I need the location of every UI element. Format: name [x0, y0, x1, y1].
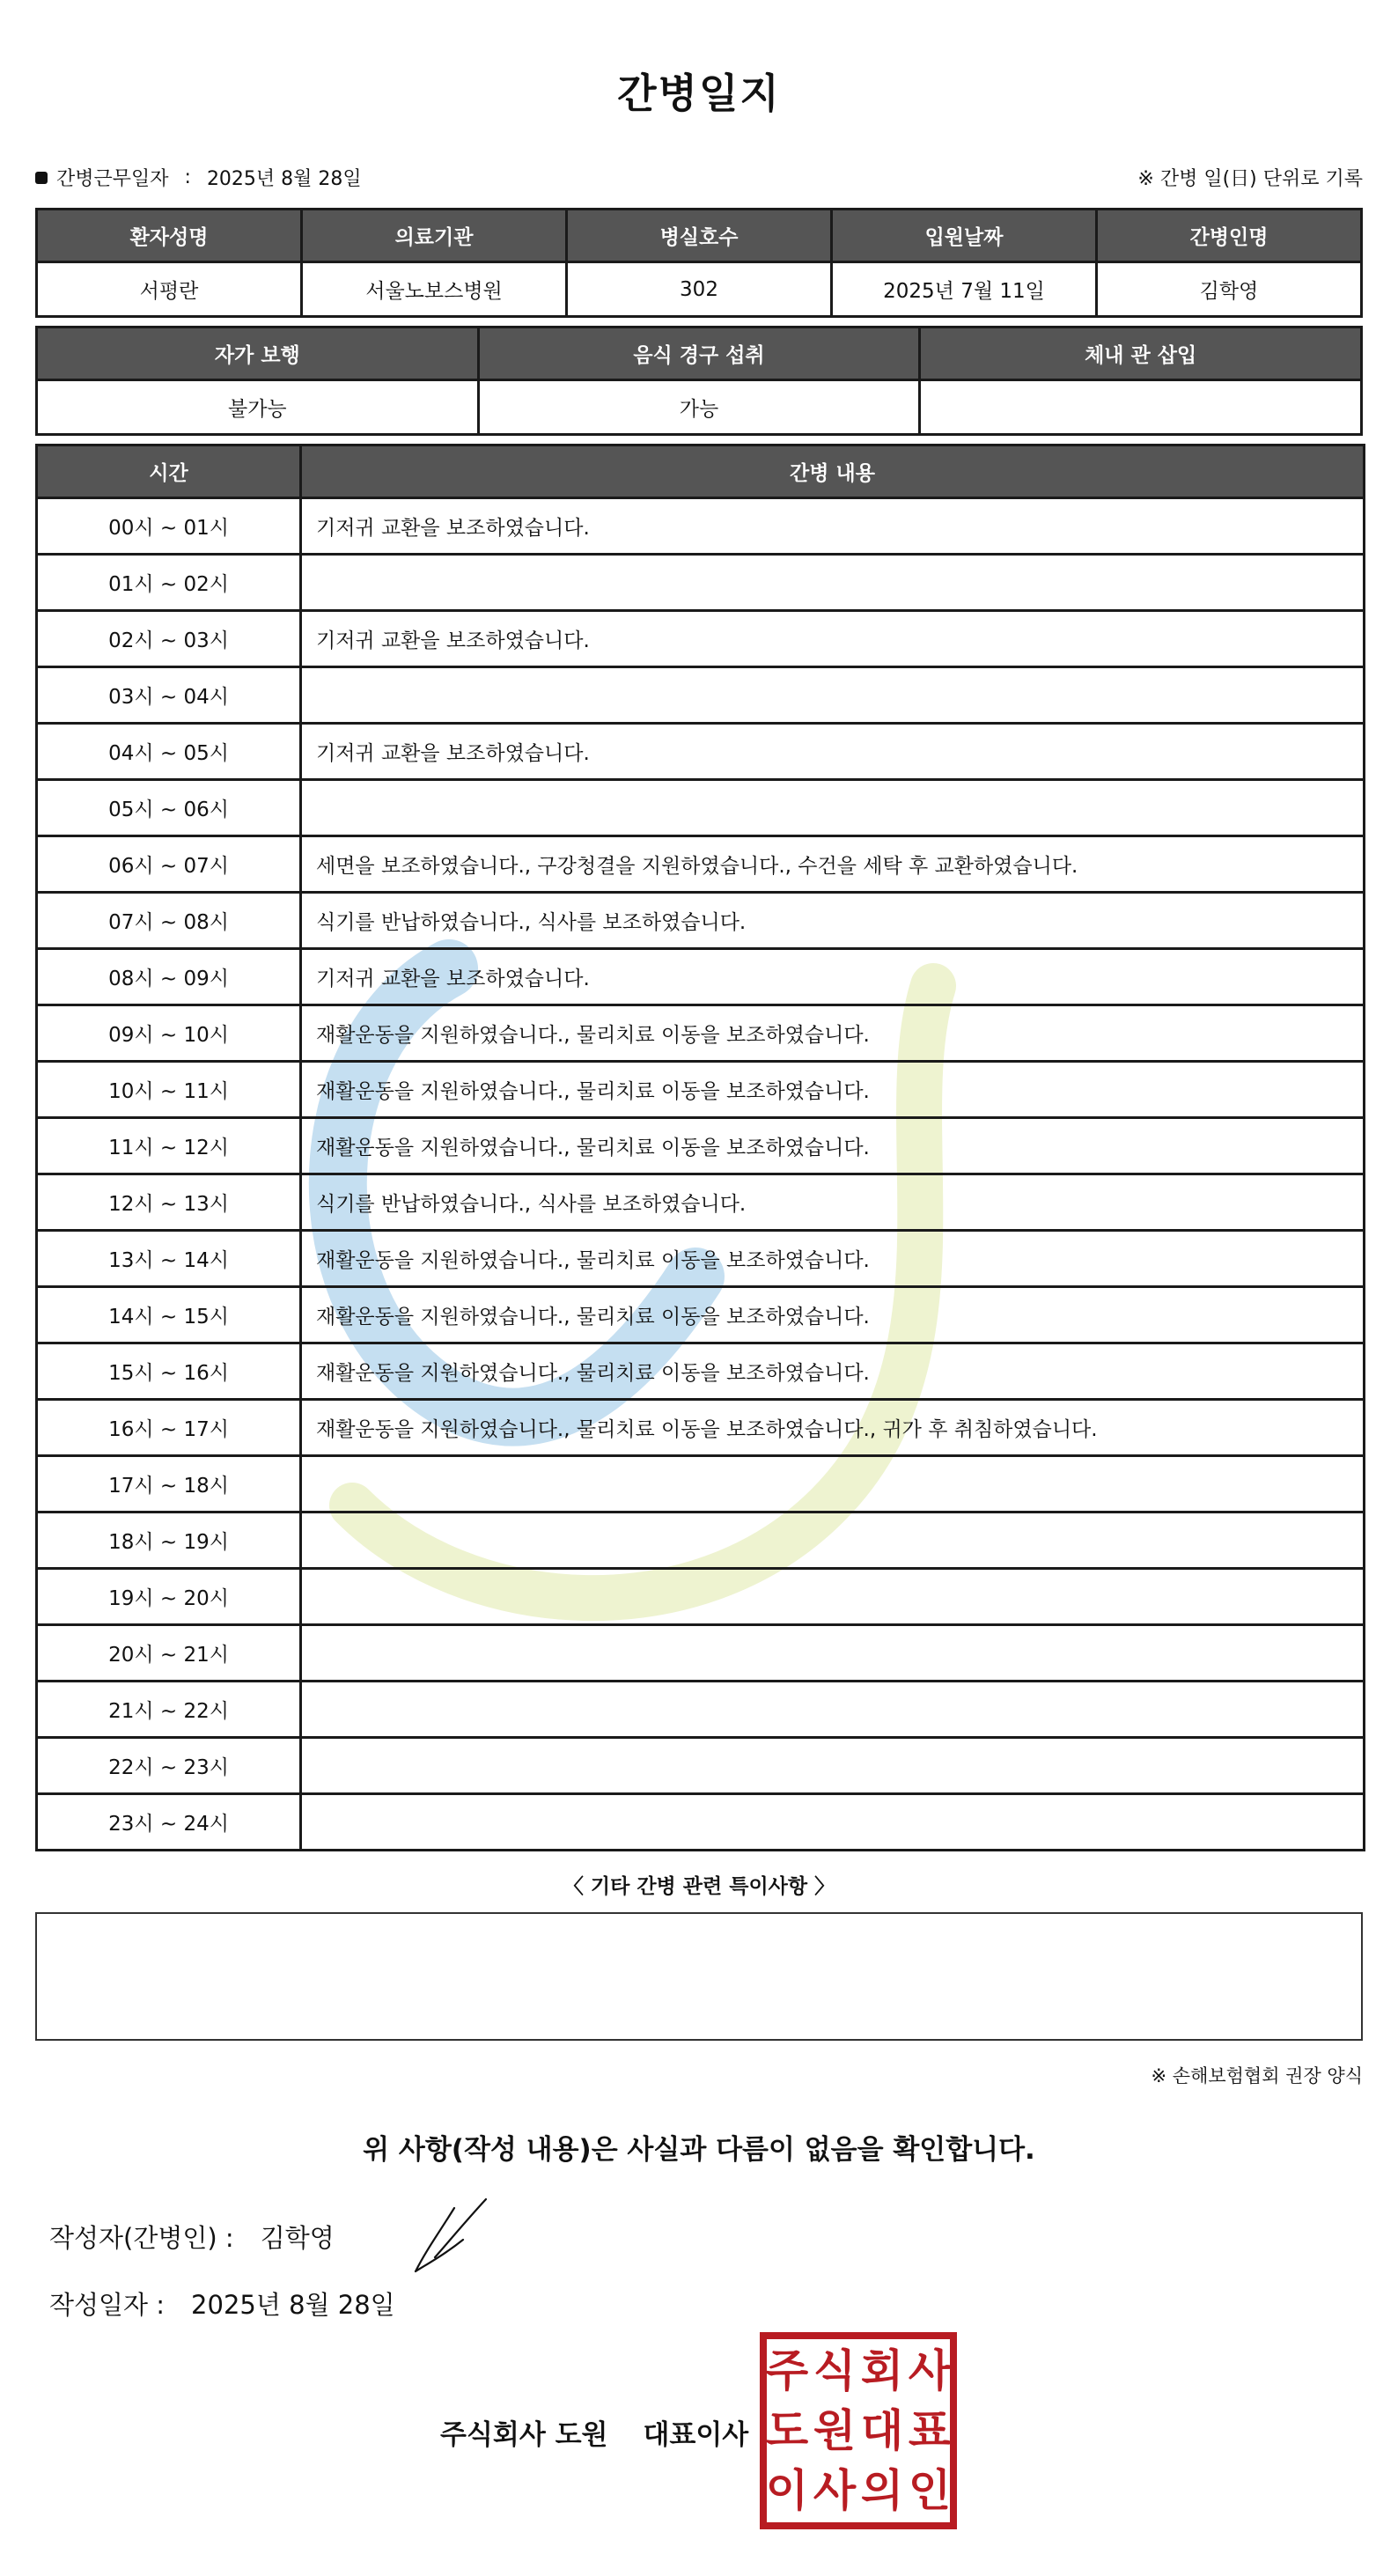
time-cell: 16시 ~ 17시 — [37, 1400, 301, 1456]
remarks-title: 〈 기타 간병 관련 특이사항 〉 — [563, 1875, 835, 1898]
care-note-cell: 기저귀 교환을 보조하였습니다. — [301, 498, 1365, 555]
care-note-cell — [301, 667, 1365, 724]
patient-status-table — [35, 326, 1363, 436]
time-cell: 23시 ~ 24시 — [37, 1794, 301, 1851]
writer-name: 김학영 — [260, 2223, 335, 2253]
remarks-box — [35, 1912, 1363, 2041]
care-note-cell: 기저귀 교환을 보조하였습니다. — [301, 724, 1365, 780]
time-cell: 09시 ~ 10시 — [37, 1005, 301, 1062]
care-note-cell — [301, 1794, 1365, 1851]
self-walking-value: 불가능 — [37, 380, 479, 435]
time-cell: 22시 ~ 23시 — [37, 1738, 301, 1794]
header-tube-insertion: 체내 관 삽입 — [920, 328, 1362, 380]
svg-text:도: 도 — [765, 2405, 809, 2456]
header-care-content: 간병 내용 — [301, 445, 1365, 498]
care-note-cell — [301, 1569, 1365, 1625]
time-cell: 21시 ~ 22시 — [37, 1682, 301, 1738]
time-cell: 00시 ~ 01시 — [37, 498, 301, 555]
care-note-cell: 기저귀 교환을 보조하였습니다. — [301, 611, 1365, 667]
svg-text:원: 원 — [813, 2405, 857, 2456]
svg-text:표: 표 — [908, 2405, 952, 2456]
time-cell: 19시 ~ 20시 — [37, 1569, 301, 1625]
time-cell: 20시 ~ 21시 — [37, 1625, 301, 1682]
table-row — [37, 836, 1365, 893]
status-value-row — [37, 380, 1362, 435]
patient-info-header-row — [37, 210, 1362, 262]
table-row — [37, 1343, 1365, 1400]
oral-intake-value: 가능 — [478, 380, 920, 435]
svg-text:사: 사 — [908, 2345, 952, 2396]
time-cell: 04시 ~ 05시 — [37, 724, 301, 780]
svg-text:사: 사 — [813, 2465, 857, 2516]
unit-note: ※ 간병 일(日) 단위로 기록 — [1137, 168, 1363, 190]
care-note-cell: 재활운동을 지원하였습니다., 물리치료 이동을 보조하였습니다., 귀가 후 취침하였습니다. — [301, 1400, 1365, 1456]
status-header-row — [37, 328, 1362, 380]
caregiver-name: 김학영 — [1097, 262, 1362, 317]
table-row — [37, 780, 1365, 836]
care-note-cell: 재활운동을 지원하였습니다., 물리치료 이동을 보조하였습니다. — [301, 1005, 1365, 1062]
written-date-value: 2025년 8월 28일 — [191, 2290, 395, 2320]
care-note-cell — [301, 1625, 1365, 1682]
log-header-row — [37, 445, 1365, 498]
header-hospital: 의료기관 — [302, 210, 567, 262]
time-cell: 15시 ~ 16시 — [37, 1343, 301, 1400]
table-row — [37, 1400, 1365, 1456]
time-cell: 12시 ~ 13시 — [37, 1174, 301, 1231]
time-cell: 13시 ~ 14시 — [37, 1231, 301, 1287]
svg-text:대: 대 — [860, 2405, 904, 2456]
written-date-label: 작성일자 : — [49, 2290, 166, 2320]
care-note-cell: 식기를 반납하였습니다., 식사를 보조하였습니다. — [301, 1174, 1365, 1231]
written-date-line — [49, 2285, 395, 2322]
header-self-walking: 자가 보행 — [37, 328, 479, 380]
header-time: 시간 — [37, 445, 301, 498]
table-row — [37, 1456, 1365, 1512]
table-row — [37, 1512, 1365, 1569]
time-cell: 18시 ~ 19시 — [37, 1512, 301, 1569]
patient-info-table — [35, 208, 1363, 318]
page-title: 간병일지 — [617, 70, 781, 117]
table-row — [37, 1625, 1365, 1682]
meta-row — [35, 164, 1363, 195]
company-line — [440, 2412, 748, 2452]
time-cell: 07시 ~ 08시 — [37, 893, 301, 949]
care-note-cell: 기저귀 교환을 보조하였습니다. — [301, 949, 1365, 1005]
svg-text:인: 인 — [908, 2465, 952, 2516]
time-cell: 05시 ~ 06시 — [37, 780, 301, 836]
table-row — [37, 1005, 1365, 1062]
time-cell: 10시 ~ 11시 — [37, 1062, 301, 1118]
care-note-cell: 재활운동을 지원하였습니다., 물리치료 이동을 보조하였습니다. — [301, 1231, 1365, 1287]
time-cell: 06시 ~ 07시 — [37, 836, 301, 893]
header-caregiver-name: 간병인명 — [1097, 210, 1362, 262]
care-note-cell: 재활운동을 지원하였습니다., 물리치료 이동을 보조하였습니다. — [301, 1062, 1365, 1118]
table-row — [37, 1231, 1365, 1287]
header-admission-date: 입원날짜 — [832, 210, 1097, 262]
care-note-cell: 세면을 보조하였습니다., 구강청결을 지원하였습니다., 수건을 세탁 후 교환하였습니다. — [301, 836, 1365, 893]
care-note-cell — [301, 1682, 1365, 1738]
svg-text:회: 회 — [860, 2345, 904, 2396]
table-row — [37, 1062, 1365, 1118]
patient-info-value-row — [37, 262, 1362, 317]
admission-date: 2025년 7월 11일 — [832, 262, 1097, 317]
table-row — [37, 1682, 1365, 1738]
confirmation-statement: 위 사항(작성 내용)은 사실과 다름이 없음을 확인합니다. — [363, 2134, 1035, 2166]
hourly-care-log-table — [35, 444, 1365, 1851]
table-row — [37, 1794, 1365, 1851]
time-cell: 02시 ~ 03시 — [37, 611, 301, 667]
table-row — [37, 1738, 1365, 1794]
care-note-cell — [301, 555, 1365, 611]
company-seal-icon — [759, 2331, 958, 2530]
table-row — [37, 1287, 1365, 1343]
tube-insertion-value — [920, 380, 1362, 435]
table-row — [37, 555, 1365, 611]
time-cell: 01시 ~ 02시 — [37, 555, 301, 611]
time-cell: 11시 ~ 12시 — [37, 1118, 301, 1174]
header-patient-name: 환자성명 — [37, 210, 302, 262]
svg-text:의: 의 — [860, 2465, 904, 2516]
table-row — [37, 724, 1365, 780]
table-row — [37, 498, 1365, 555]
care-note-cell: 재활운동을 지원하였습니다., 물리치료 이동을 보조하였습니다. — [301, 1118, 1365, 1174]
time-cell: 14시 ~ 15시 — [37, 1287, 301, 1343]
patient-name: 서평란 — [37, 262, 302, 317]
care-note-cell: 재활운동을 지원하였습니다., 물리치료 이동을 보조하였습니다. — [301, 1287, 1365, 1343]
table-row — [37, 1569, 1365, 1625]
time-cell: 08시 ~ 09시 — [37, 949, 301, 1005]
signature-icon — [408, 2196, 493, 2277]
svg-text:이: 이 — [765, 2465, 809, 2516]
care-note-cell — [301, 1512, 1365, 1569]
hospital-name: 서울노보스병원 — [302, 262, 567, 317]
care-note-cell: 재활운동을 지원하였습니다., 물리치료 이동을 보조하였습니다. — [301, 1343, 1365, 1400]
svg-text:주: 주 — [765, 2345, 809, 2396]
header-oral-intake: 음식 경구 섭취 — [478, 328, 920, 380]
care-note-cell — [301, 1456, 1365, 1512]
care-note-cell: 식기를 반납하였습니다., 식사를 보조하였습니다. — [301, 893, 1365, 949]
care-note-cell — [301, 1738, 1365, 1794]
time-cell: 03시 ~ 04시 — [37, 667, 301, 724]
writer-label: 작성자(간병인) : — [49, 2223, 234, 2253]
care-note-cell — [301, 780, 1365, 836]
table-row — [37, 1174, 1365, 1231]
work-date-separator: : — [184, 166, 191, 188]
header-room-number: 병실호수 — [567, 210, 832, 262]
writer-line — [49, 2219, 335, 2255]
work-date-value: 2025년 8월 28일 — [206, 168, 362, 190]
table-row — [37, 611, 1365, 667]
work-date-group — [35, 164, 362, 191]
ceo-title: 대표이사 — [643, 2419, 749, 2451]
recommend-note: ※ 손해보험협회 권장 양식 — [1151, 2065, 1363, 2087]
time-cell: 17시 ~ 18시 — [37, 1456, 301, 1512]
table-row — [37, 1118, 1365, 1174]
company-name: 주식회사 도원 — [440, 2419, 608, 2451]
room-number: 302 — [567, 262, 832, 317]
table-row — [37, 667, 1365, 724]
table-row — [37, 893, 1365, 949]
svg-text:식: 식 — [813, 2345, 857, 2396]
table-row — [37, 949, 1365, 1005]
square-bullet-icon — [35, 172, 48, 184]
work-date-label: 간병근무일자 — [56, 168, 169, 190]
